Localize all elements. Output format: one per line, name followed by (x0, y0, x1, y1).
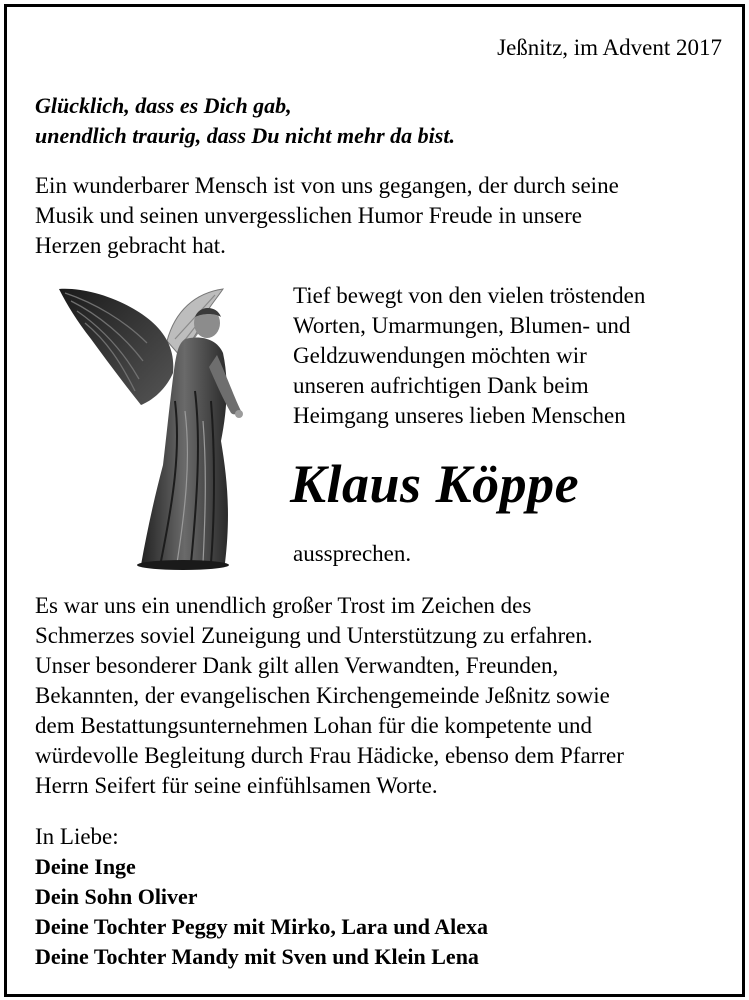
body-line: Schmerzes soviel Zuneigung und Unterstützung zu erfahren. (35, 623, 593, 648)
intro-line: Ein wunderbarer Mensch ist von uns gegangen, der durch seine (35, 173, 619, 198)
obituary-card (4, 4, 745, 997)
signer: Dein Sohn Oliver (35, 884, 198, 909)
deceased-name: Klaus Köppe (290, 454, 580, 514)
body-paragraph (35, 591, 624, 801)
motto-line: Glücklich, dass es Dich gab, (35, 93, 292, 118)
thanks-line: unseren aufrichtigen Dank beim (293, 373, 589, 398)
thanks-line: Worten, Umarmungen, Blumen- und (293, 313, 631, 338)
place-date: Jeßnitz, im Advent 2017 (497, 35, 722, 60)
after-name-text: aussprechen. (293, 541, 412, 566)
body-line: Es war uns ein unendlich großer Trost im Zeichen des (35, 593, 532, 618)
intro-paragraph (35, 171, 619, 261)
body-line: Unser besonderer Dank gilt allen Verwandten, Freunden, (35, 653, 559, 678)
signer: Deine Tochter Peggy mit Mirko, Lara und Alexa (35, 914, 489, 939)
signer: Deine Tochter Mandy mit Sven und Klein Lena (35, 944, 479, 969)
thanks-line: Geldzuwendungen möchten wir (293, 343, 587, 368)
body-line: Herrn Seifert für seine einfühlsamen Worte. (35, 773, 438, 798)
thanks-line: Heimgang unseres lieben Menschen (293, 403, 626, 428)
closing-text: In Liebe: (35, 824, 119, 849)
signer: Deine Inge (35, 854, 136, 879)
body-line: dem Bestattungsunternehmen Lohan für die kompetente und (35, 713, 592, 738)
motto (35, 91, 715, 151)
body-line: Bekannten, der evangelischen Kirchengemeinde Jeßnitz sowie (35, 683, 610, 708)
motto-line: unendlich traurig, dass Du nicht mehr da bist. (35, 123, 455, 148)
intro-line: Musik und seinen unvergesslichen Humor Freude in unsere (35, 203, 583, 228)
angel-statue-icon (55, 281, 245, 571)
body-line: würdevolle Begleitung durch Frau Hädicke, ebenso dem Pfarrer (35, 743, 624, 768)
signers-list (35, 852, 488, 972)
thanks-line: Tief bewegt von den vielen tröstenden (293, 283, 646, 308)
thanks-paragraph (293, 281, 645, 431)
intro-line: Herzen gebracht hat. (35, 233, 226, 258)
